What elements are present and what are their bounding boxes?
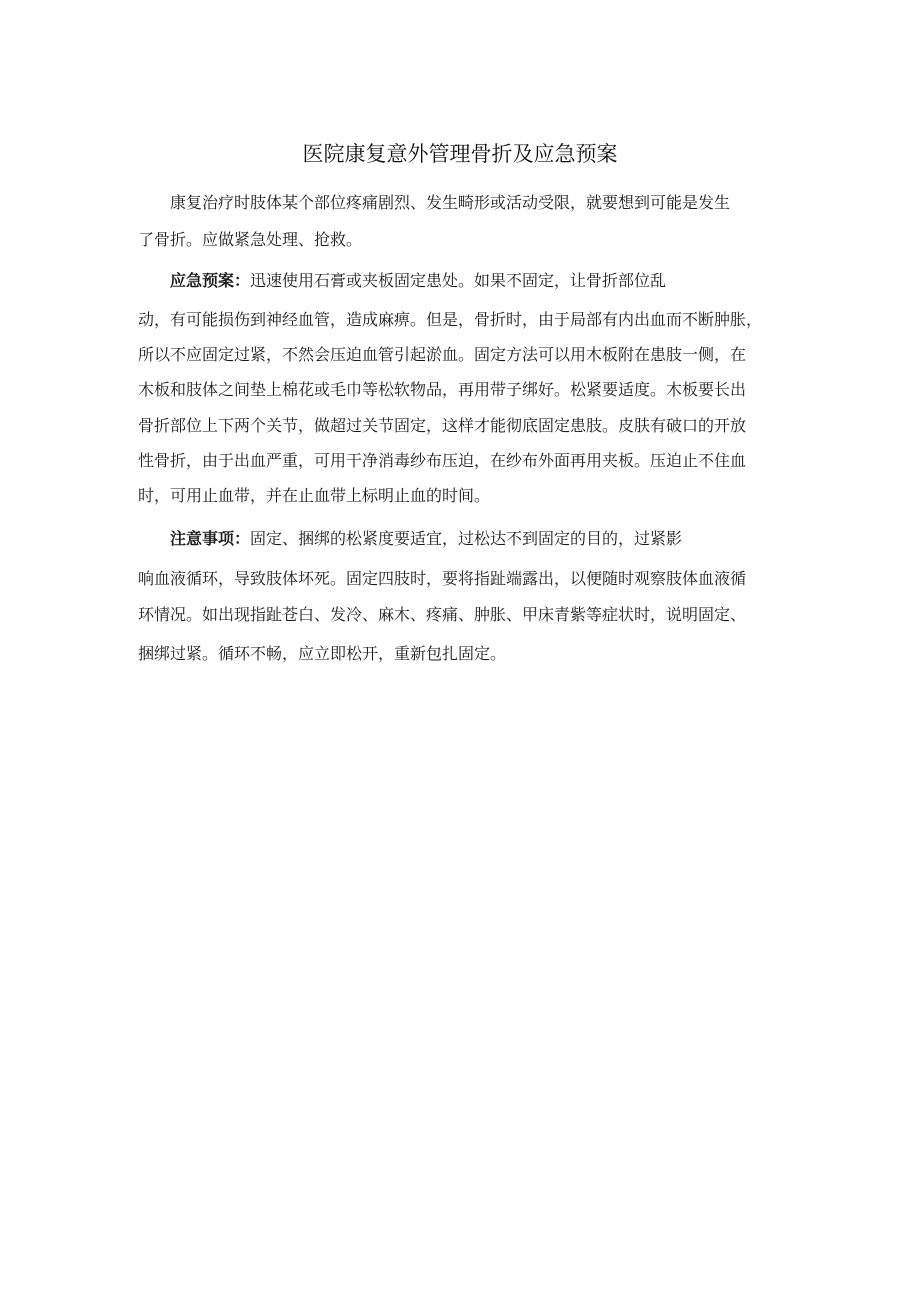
plan-line: 所以不应固定过紧，不然会压迫血管引起淤血。固定方法可以用木板附在患肢一侧，在 bbox=[138, 345, 747, 364]
document-title: 医院康复意外管理骨折及应急预案 bbox=[302, 142, 618, 166]
plan-line: 动，有可能损伤到神经血管，造成麻痹。但是，骨折时，由于局部有内出血而不断肿胀， bbox=[138, 310, 763, 329]
notes-label: 注意事项： bbox=[170, 529, 251, 548]
notes-first-line bbox=[170, 527, 682, 551]
plan-label: 应急预案： bbox=[170, 271, 251, 290]
plan-line: 性骨折，由于出血严重，可用干净消毒纱布压迫，在纱布外面再用夹板。压迫止不住血 bbox=[138, 451, 747, 470]
notes-line: 响血液循环，导致肢体坏死。固定四肢时，要将指趾端露出，以便随时观察肢体血液循 bbox=[138, 569, 747, 588]
notes-line: 环情况。如出现指趾苍白、发冷、麻木、疼痛、肿胀、甲床青紫等症状时，说明固定、 bbox=[138, 605, 747, 624]
plan-line: 骨折部位上下两个关节，做超过关节固定，这样才能彻底固定患肢。皮肤有破口的开放 bbox=[138, 416, 747, 435]
notes-first-text: 固定、捆绑的松紧度要适宜，过松达不到固定的目的，过紧影 bbox=[250, 529, 683, 548]
intro-line-1: 康复治疗时肢体某个部位疼痛剧烈、发生畸形或活动受限，就要想到可能是发生 bbox=[170, 193, 731, 212]
notes-line: 捆绑过紧。循环不畅，应立即松开，重新包扎固定。 bbox=[138, 644, 507, 663]
plan-line: 时，可用止血带，并在止血带上标明止血的时间。 bbox=[138, 486, 491, 505]
intro-line-2: 了骨折。应做紧急处理、抢救。 bbox=[138, 230, 363, 249]
plan-line: 木板和肢体之间垫上棉花或毛巾等松软物品，再用带子绑好。松紧要适度。木板要长出 bbox=[138, 380, 747, 399]
plan-first-line bbox=[170, 269, 666, 293]
plan-first-text: 迅速使用石膏或夹板固定患处。如果不固定，让骨折部位乱 bbox=[250, 271, 667, 290]
